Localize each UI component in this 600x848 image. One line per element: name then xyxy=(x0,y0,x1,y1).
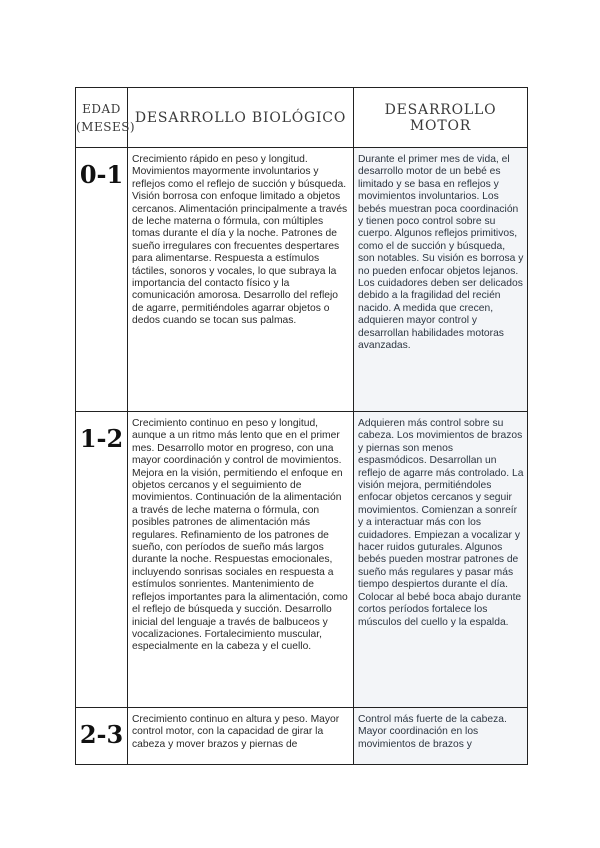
table-row xyxy=(76,412,528,708)
header-biological: DESARROLLO BIOLÓGICO xyxy=(128,88,354,148)
table-row xyxy=(76,708,528,765)
table-row xyxy=(76,148,528,412)
age-cell: 1-2 xyxy=(76,412,128,708)
motor-cell: Adquieren más control sobre su cabeza. Los movimientos de brazos y piernas son menos espasmódicos. Desarrollan un reflejo de agarre más controlado. La visión mejora, permitiéndoles enfocar objetos cercanos y seguir movimientos. Comienzan a sonreír y a interactuar más con los cuidadores. Empiezan a vocalizar y hacer ruidos guturales. Algunos bebés pueden mostrar patrones de sueño más regulares y pasar más tiempo despiertos durante el día. Colocar al bebé boca abajo durante cortos períodos fortalece los músculos del cuello y la espalda. xyxy=(354,412,528,708)
biological-cell xyxy=(128,708,354,765)
header-motor: DESARROLLO MOTOR xyxy=(354,88,528,148)
header-age: EDAD (MESES) xyxy=(76,88,128,148)
age-cell: 0-1 xyxy=(76,148,128,412)
motor-cell xyxy=(354,708,528,765)
biological-cell-text: Crecimiento continuo en altura y peso. Mayor control motor, con la capacidad de girar la cabeza y mover brazos y piernas de xyxy=(132,714,340,750)
development-table xyxy=(75,87,528,765)
biological-cell: Crecimiento rápido en peso y longitud. Movimientos mayormente involuntarios y reflejos como el reflejo de succión y búsqueda. Visión borrosa con enfoque limitado a objetos cercanos. Alimentación principalmente a través de leche materna o fórmula, con múltiples tomas durante el día y la noche. Patrones de sueño irregulares con frecuentes despertares para alimentarse. Respuesta a estímulos táctiles, sonoros y vocales, lo que subraya la importancia del contacto físico y la comunicación amorosa. Desarrollo del reflejo de agarre, permitiéndoles agarrar objetos o dedos cuando se tocan sus palmas. xyxy=(128,148,354,412)
motor-cell: Durante el primer mes de vida, el desarrollo motor de un bebé es limitado y se basa en reflejos y movimientos involuntarios. Los bebés muestran poca coordinación y tienen poco control sobre su cuerpo. Algunos reflejos primitivos, como el de succión y búsqueda, son notables. Su visión es borrosa y no pueden enfocar objetos lejanos. Los cuidadores deben ser delicados debido a la fragilidad del recién nacido. A medida que crecen, adquieren mayor control y desarrollan habilidades motoras avanzadas. xyxy=(354,148,528,412)
table-header-row xyxy=(76,88,528,148)
biological-cell: Crecimiento continuo en peso y longitud, aunque a un ritmo más lento que en el primer mes. Desarrollo motor en progreso, con una mayor coordinación y control de movimientos. Mejora en la visión, permitiendo el enfoque en objetos cercanos y el seguimiento de movimientos. Continuación de la alimentación a través de leche materna o fórmula, con posibles patrones de alimentación más regulares. Refinamiento de los patrones de sueño, con períodos de sueño más largos durante la noche. Respuestas emocionales, incluyendo sonrisas sociales en respuesta a estímulos sonrientes. Mantenimiento de reflejos importantes para la alimentación, como el reflejo de búsqueda y succión. Desarrollo inicial del lenguaje a través de balbuceos y vocalizaciones. Fortalecimiento muscular, especialmente en la cabeza y el cuello. xyxy=(128,412,354,708)
age-cell: 2-3 xyxy=(76,708,128,765)
motor-cell-text: Control más fuerte de la cabeza. Mayor coordinación en los movimientos de brazos y xyxy=(358,714,507,750)
